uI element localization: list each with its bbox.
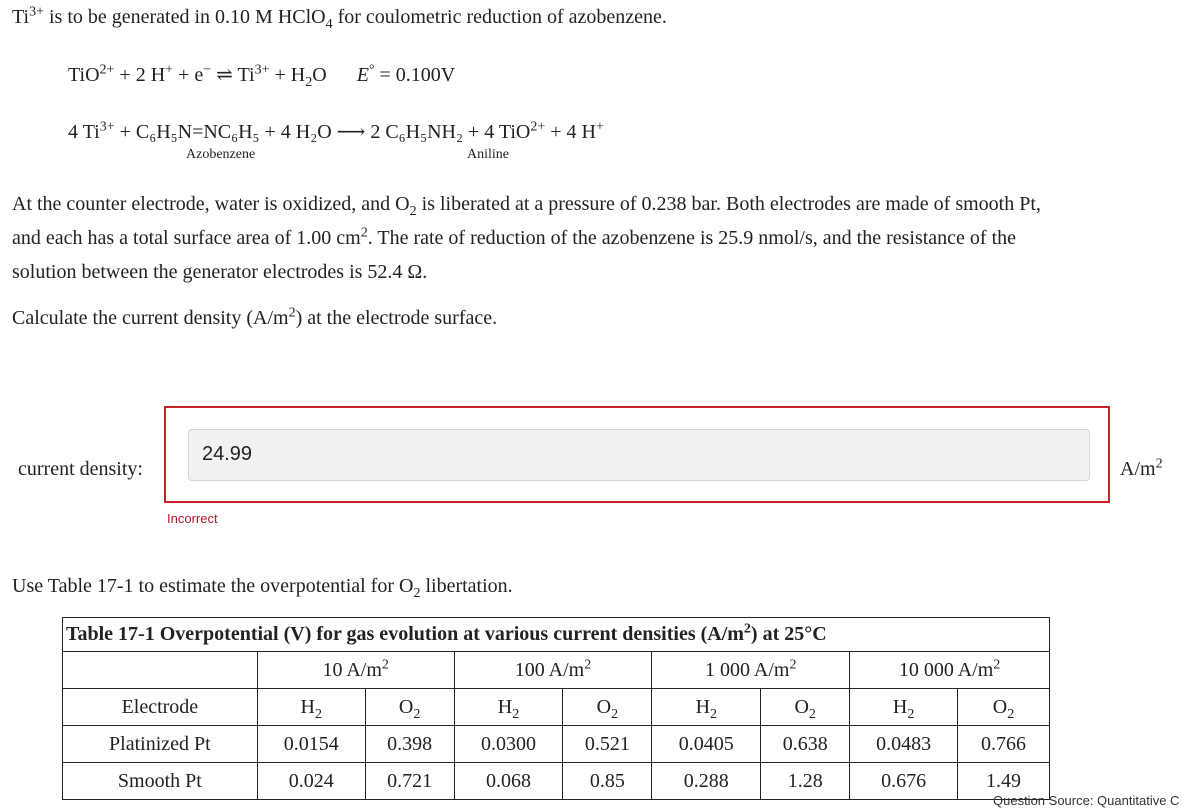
azobenzene-label: Azobenzene (186, 147, 256, 162)
density-header-row (63, 652, 1050, 689)
answer-box (164, 406, 1110, 503)
source-note: Question Source: Quantitative C (993, 793, 1180, 808)
table-row: Smooth Pt 0.024 0.721 0.068 0.85 0.288 1.28 0.676 1.49 (63, 763, 1050, 800)
gas-header: $O_2$ (761, 689, 850, 726)
aniline-label: Aniline (467, 147, 509, 162)
gas-header: $H_2$ (454, 689, 563, 726)
electrode-header: Electrode (63, 689, 258, 726)
density-header: 10 $A/m^2$ (257, 652, 454, 689)
question-prompt: Calculate the current density $(A/m^2)$ at the electrode surface. (12, 305, 498, 329)
table-row: Platinized Pt 0.0154 0.398 0.0300 0.521 0.0405 0.638 0.0483 0.766 (63, 726, 1050, 763)
intro-text: $Ti^{3+}$ is to be generated in 0.10 M HClO$_4$ for coulometric reduction of azobenzene. (12, 4, 667, 32)
density-header: 1 000 $A/m^2$ (652, 652, 850, 689)
density-header: 100 $A/m^2$ (454, 652, 652, 689)
overpotential-table (62, 617, 1050, 800)
gas-header: $O_2$ (563, 689, 652, 726)
density-header: 10 000 $A/m^2$ (850, 652, 1050, 689)
gas-header: $O_2$ (958, 689, 1050, 726)
reduction-equation: 4 $Ti^{3+} + C_6H_5N=NC_6H_5 + 4$ H₂O ⟶ 2 C₆H₅NH₂ + 4 TiO$^{2+}$ + 4 H+ (68, 119, 604, 143)
answer-label: current density: (18, 458, 143, 480)
gas-header: $O_2$ (365, 689, 454, 726)
equilibrium-arrow-icon: ⇌ (216, 64, 233, 86)
followup-prompt: Use Table 17-1 to estimate the overpotential for $O_2$ libertation. (12, 575, 513, 601)
equilibrium-equation: TiO$^{2+}$ + 2 H+ + e− ⇌ $Ti^{3+} + H_2O$ E° = 0.100V (68, 62, 456, 90)
table-caption: Table 17-1 Overpotential (V) for gas evolution at various current densities $(A/m^2)$ at 25°C (63, 618, 1050, 652)
current-density-input[interactable]: 24.99 (188, 429, 1090, 481)
reaction-arrow-icon: ⟶ (336, 121, 366, 143)
problem-paragraph: At the counter electrode, water is oxidized, and $O_2$ is liberated at a pressure of 0.238 bar. Both electrodes are made of smooth Pt, and each has a total surface area of 1.00 $cm^2$. The rate of reduction of the azobenzene is 25.9 nmol/s, and the resistance of the solution between the generator electrodes is 52.4 Ω. (12, 193, 1041, 283)
feedback-incorrect: Incorrect (167, 511, 218, 526)
gas-header: $H_2$ (850, 689, 958, 726)
gas-header: $H_2$ (257, 689, 365, 726)
answer-unit: $A/m^2$ (1120, 456, 1163, 480)
gas-header-row (63, 689, 1050, 726)
gas-header: $H_2$ (652, 689, 761, 726)
